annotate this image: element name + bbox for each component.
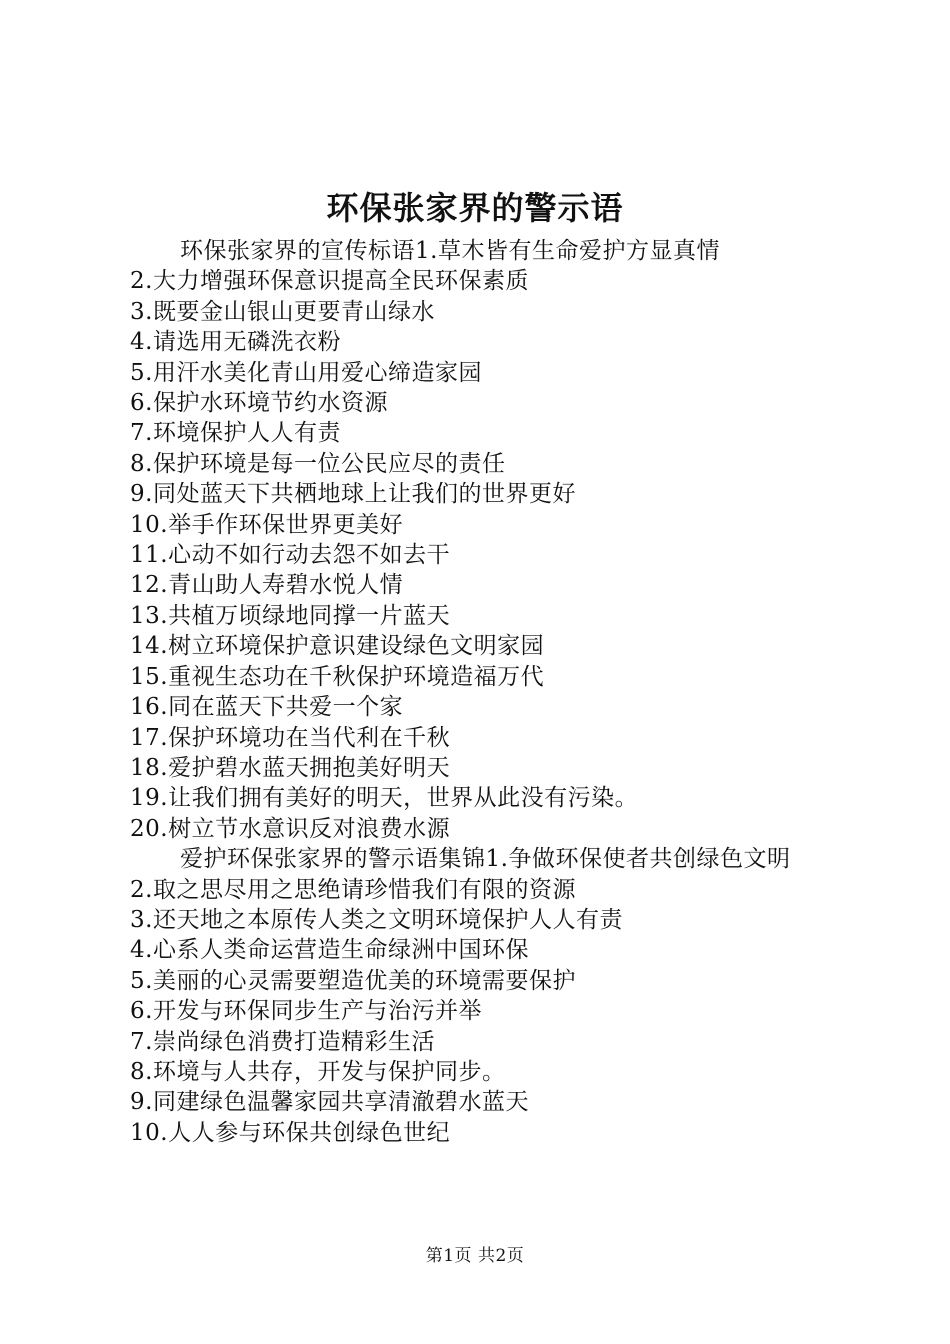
document-title: 环保张家界的警示语 bbox=[326, 189, 624, 227]
list-item: 15.重视生态功在千秋保护环境造福万代 bbox=[130, 663, 545, 690]
list-item: 17.保护环境功在当代利在千秋 bbox=[130, 724, 451, 751]
list-item: 14.树立环境保护意识建设绿色文明家园 bbox=[130, 633, 545, 660]
list-item: 19.让我们拥有美好的明天，世界从此没有污染。 bbox=[130, 785, 639, 812]
list-item: 3.还天地之本原传人类之文明环境保护人人有责 bbox=[130, 906, 623, 933]
section2-list bbox=[130, 875, 842, 1149]
list-item: 4.心系人类命运营造生命绿洲中国环保 bbox=[130, 937, 529, 964]
document-body bbox=[130, 236, 842, 1148]
section1-intro: 环保张家界的宣传标语1.草木皆有生命爱护方显真情 bbox=[180, 238, 720, 264]
list-item: 20.树立节水意识反对浪费水源 bbox=[130, 815, 451, 842]
list-item: 11.心动不如行动去怨不如去干 bbox=[130, 542, 451, 569]
list-item: 5.美丽的心灵需要塑造优美的环境需要保护 bbox=[130, 967, 576, 994]
list-item: 8.环境与人共存，开发与保护同步。 bbox=[130, 1058, 506, 1085]
list-item: 12.青山助人寿碧水悦人情 bbox=[130, 572, 404, 599]
page-footer: 第1页 共2页 bbox=[425, 1246, 525, 1266]
list-item: 10.举手作环保世界更美好 bbox=[130, 511, 404, 538]
list-item: 5.用汗水美化青山用爱心缔造家园 bbox=[130, 359, 482, 386]
list-item: 4.请选用无磷洗衣粉 bbox=[130, 329, 341, 356]
list-item: 2.大力增强环保意识提高全民环保素质 bbox=[130, 268, 529, 295]
list-item: 9.同建绿色温馨家园共享清澈碧水蓝天 bbox=[130, 1089, 529, 1116]
list-item: 3.既要金山银山更要青山绿水 bbox=[130, 298, 435, 325]
list-item: 9.同处蓝天下共栖地球上让我们的世界更好 bbox=[130, 481, 576, 508]
list-item: 6.开发与环保同步生产与治污并举 bbox=[130, 998, 482, 1025]
section1-list bbox=[130, 266, 842, 844]
list-item: 13.共植万顷绿地同撑一片蓝天 bbox=[130, 602, 451, 629]
list-item: 16.同在蓝天下共爱一个家 bbox=[130, 694, 404, 721]
list-item: 7.崇尚绿色消费打造精彩生活 bbox=[130, 1028, 435, 1055]
list-item: 2.取之思尽用之思绝请珍惜我们有限的资源 bbox=[130, 876, 576, 903]
section2-intro: 爱护环保张家界的警示语集锦1.争做环保使者共创绿色文明 bbox=[180, 846, 791, 873]
list-item: 7.环境保护人人有责 bbox=[130, 420, 341, 447]
list-item: 18.爱护碧水蓝天拥抱美好明天 bbox=[130, 754, 451, 781]
list-item: 6.保护水环境节约水资源 bbox=[130, 390, 388, 417]
list-item: 8.保护环境是每一位公民应尽的责任 bbox=[130, 450, 506, 477]
list-item: 10.人人参与环保共创绿色世纪 bbox=[130, 1119, 451, 1146]
